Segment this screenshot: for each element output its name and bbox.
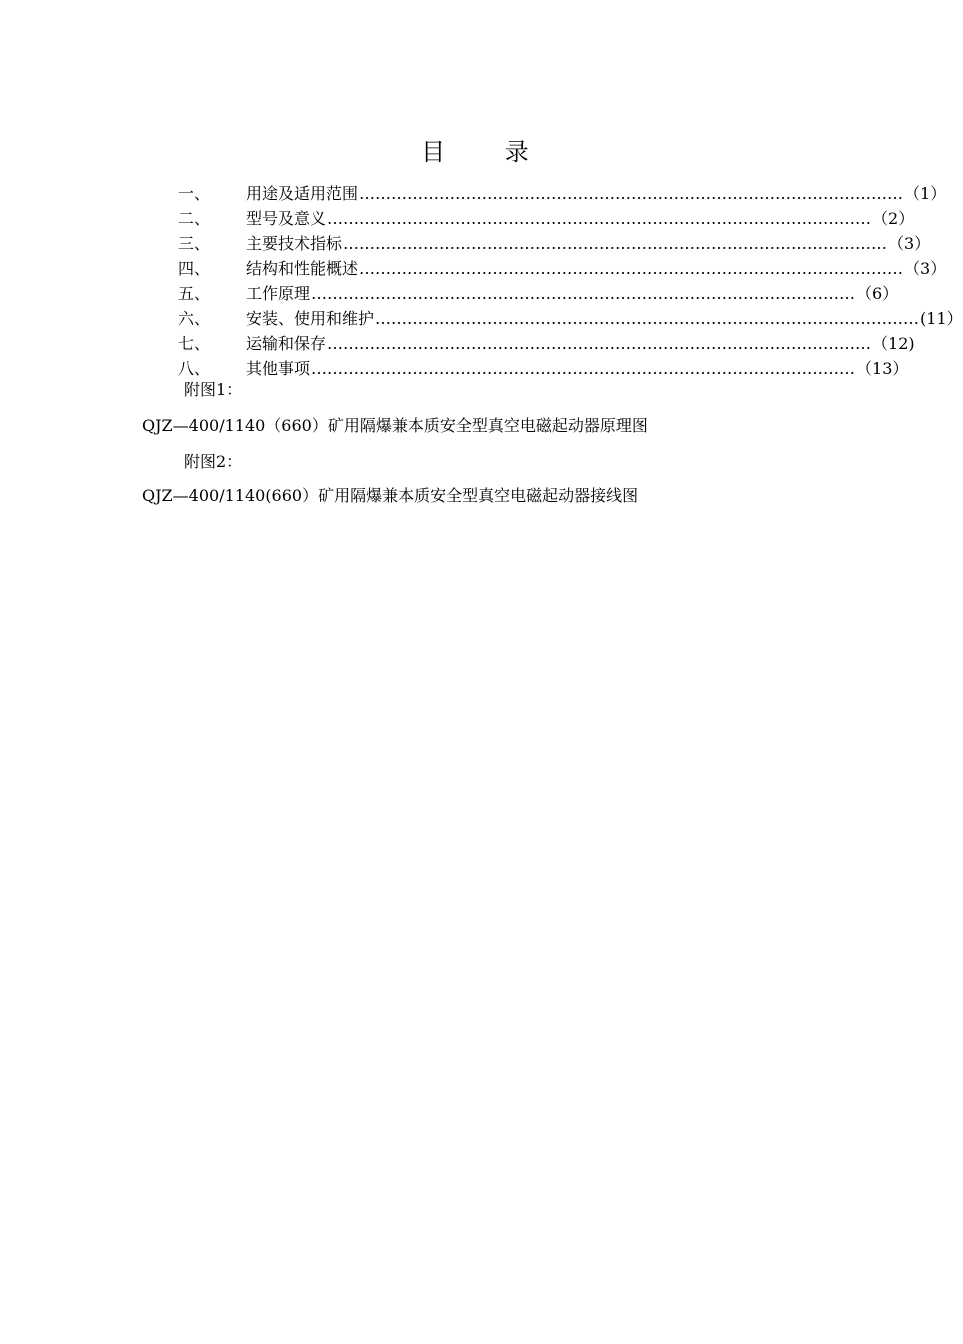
toc-entry-page: （12) <box>872 334 915 353</box>
toc-entry-number: 三、 <box>178 234 211 253</box>
toc-entry-page: （3） <box>888 234 931 253</box>
toc-entry-number: 七、 <box>178 334 211 353</box>
toc-entry-page: （1） <box>904 184 947 203</box>
toc-entry-number: 六、 <box>178 309 211 328</box>
toc-leader-dots: ………………………………………………………………………………………… <box>311 284 856 303</box>
toc-entry[interactable] <box>178 231 931 256</box>
toc-entry-title: 运输和保存 <box>246 334 327 353</box>
toc-entry-title: 安装、使用和维护 <box>246 309 375 328</box>
toc-entry-title: 用途及适用范围 <box>246 184 359 203</box>
toc-entry-page: （2） <box>872 209 915 228</box>
toc-entry-number: 二、 <box>178 209 211 228</box>
toc-entry[interactable] <box>178 206 915 231</box>
toc-entry[interactable] <box>178 256 947 281</box>
toc-leader-dots: ………………………………………………………………………………………… <box>327 334 872 353</box>
figure-2-description[interactable]: QJZ—400/1140(660）矿用隔爆兼本质安全型真空电磁起动器接线图 <box>142 486 639 505</box>
page-title: 目 录 <box>421 138 555 166</box>
figure-1-description[interactable]: QJZ—400/1140（660）矿用隔爆兼本质安全型真空电磁起动器原理图 <box>142 416 648 435</box>
toc-entry[interactable] <box>178 331 915 356</box>
toc-entry-number: 五、 <box>178 284 211 303</box>
table-of-contents <box>178 181 963 381</box>
toc-entry-title: 型号及意义 <box>246 209 327 228</box>
toc-entry[interactable] <box>178 281 899 306</box>
toc-entry-title: 工作原理 <box>246 284 311 303</box>
figure-2-label: 附图2： <box>184 452 243 471</box>
toc-entry[interactable] <box>178 181 947 206</box>
toc-leader-dots: ………………………………………………………………………………………… <box>375 309 920 328</box>
toc-entry[interactable] <box>178 306 963 331</box>
toc-entry-number: 四、 <box>178 259 211 278</box>
toc-entry-title: 结构和性能概述 <box>246 259 359 278</box>
toc-entry-page: （13） <box>856 359 909 378</box>
toc-entry-number: 一、 <box>178 184 211 203</box>
toc-entry-title: 其他事项 <box>246 359 311 378</box>
toc-entry-title: 主要技术指标 <box>246 234 343 253</box>
toc-leader-dots: ………………………………………………………………………………………… <box>359 184 904 203</box>
toc-leader-dots: ………………………………………………………………………………………… <box>311 359 856 378</box>
toc-leader-dots: ………………………………………………………………………………………… <box>327 209 872 228</box>
toc-entry-number: 八、 <box>178 359 211 378</box>
toc-leader-dots: ………………………………………………………………………………………… <box>343 234 888 253</box>
figure-1-label: 附图1： <box>184 380 243 399</box>
toc-entry-page: （3） <box>904 259 947 278</box>
toc-leader-dots: ………………………………………………………………………………………… <box>359 259 904 278</box>
toc-entry-page: （6） <box>856 284 899 303</box>
toc-entry[interactable] <box>178 356 909 381</box>
toc-entry-page: (11） <box>920 309 963 328</box>
